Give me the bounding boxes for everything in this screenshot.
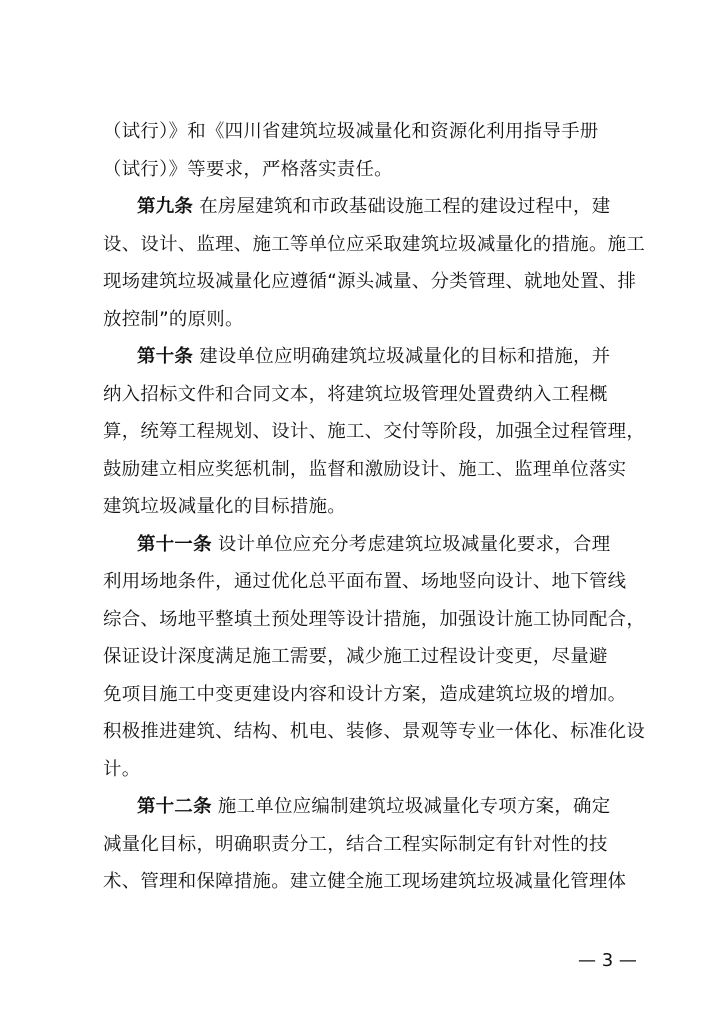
- body-line: 免项目施工中变更建设内容和设计方案，造成建筑垃圾的增加。: [103, 683, 627, 705]
- body-line: 积极推进建筑、结构、机电、装修、景观等专业一体化、标准化设: [103, 721, 646, 742]
- article-first-line: [103, 338, 648, 376]
- article-text: 设计单位应充分考虑建筑垃圾减量化要求，合理: [217, 533, 611, 555]
- article-heading: 第九条: [137, 196, 194, 217]
- article-text: 建设单位应明确建筑垃圾减量化的目标和措施，并: [199, 346, 611, 367]
- article-first-line: [103, 788, 648, 826]
- body-line: 现场建筑垃圾减量化应遵循“源头减量、分类管理、就地处置、排: [103, 271, 637, 292]
- article-heading: 第十二条: [137, 796, 212, 817]
- body-line: （试行）》和《四川省建筑垃圾减量化和资源化利用指导手册: [103, 121, 599, 142]
- body-line: 建筑垃圾减量化的目标措施。: [103, 496, 346, 517]
- article-11: [103, 526, 648, 789]
- body-line: 算，统筹工程规划、设计、施工、交付等阶段，加强全过程管理，: [103, 421, 646, 442]
- article-heading: 第十一条: [137, 533, 212, 555]
- article-12: [103, 788, 648, 901]
- body-line: 设、设计、监理、施工等单位应采取建筑垃圾减量化的措施。施工: [103, 233, 646, 255]
- article-text: 施工单位应编制建筑垃圾减量化专项方案，确定: [217, 796, 611, 817]
- body-line: 综合、场地平整填土预处理等设计措施，加强设计施工协同配合，: [103, 608, 646, 630]
- body-text: [103, 113, 648, 901]
- article-first-line: [103, 526, 648, 564]
- body-line: 放控制”的原则。: [103, 308, 244, 330]
- body-line: 计。: [103, 758, 141, 780]
- body-line: （试行）》等要求，严格落实责任。: [103, 158, 393, 180]
- body-line: 减量化目标，明确职责分工，结合工程实际制定有针对性的技: [103, 833, 608, 855]
- article-10: [103, 338, 648, 526]
- page-number: — 3 —: [578, 950, 637, 971]
- body-line: 术、管理和保障措施。建立健全施工现场建筑垃圾减量化管理体: [103, 871, 627, 892]
- body-line: 纳入招标文件和合同文本，将建筑垃圾管理处置费纳入工程概: [103, 383, 608, 405]
- body-line: 利用场地条件，通过优化总平面布置、场地竖向设计、地下管线: [103, 571, 627, 592]
- article-9: [103, 188, 648, 338]
- body-line: 鼓励建立相应奖惩机制，监督和激励设计、施工、监理单位落实: [103, 458, 627, 480]
- body-line: 保证设计深度满足施工需要，减少施工过程设计变更，尽量避: [103, 646, 608, 667]
- article-heading: 第十条: [137, 346, 194, 367]
- article-text: 在房屋建筑和市政基础设施工程的建设过程中，建: [199, 196, 611, 217]
- article-first-line: [103, 188, 648, 226]
